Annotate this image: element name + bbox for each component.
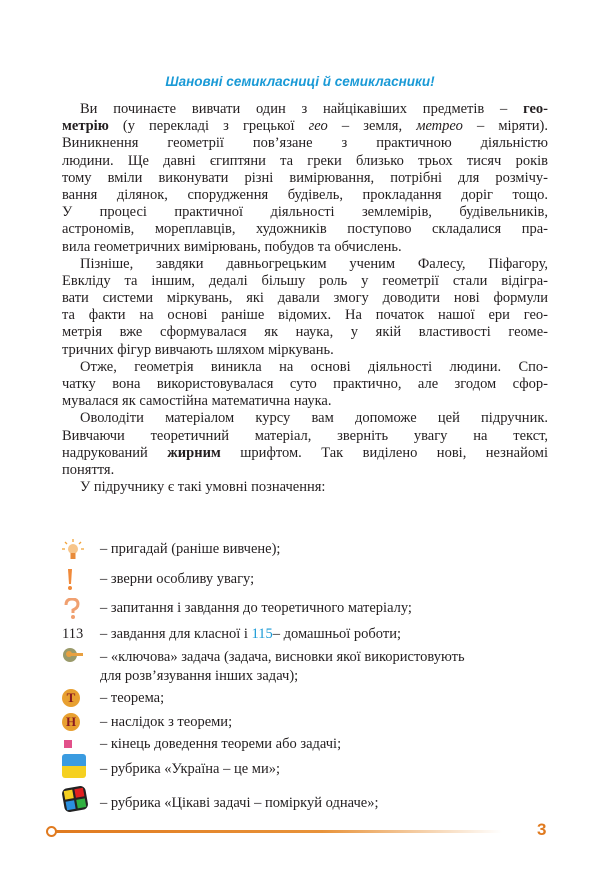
text-span: Ви починаєте вивчати один з найцікавіших предметів –	[80, 101, 524, 117]
legend-text: – наслідок з теореми;	[100, 714, 233, 730]
bold-term: жирним	[167, 444, 221, 461]
theorem-icon: Т	[62, 689, 80, 707]
key-icon	[62, 647, 84, 669]
text-line: та факти на основі раніше відомих. На початок нашої ери гео-	[62, 307, 548, 324]
text-line: Виникнення геометрії пов’язане з практичною діяльністю	[62, 135, 548, 152]
legend-item-questions	[62, 598, 552, 622]
text-line: У процесі практичної діяльності землемірів, будівельників,	[62, 204, 548, 221]
text-line: Пізніше, завдяки давньогрецьким ученим Фалесу, Піфагору,	[80, 255, 548, 272]
legend-item-end-proof	[62, 734, 552, 758]
text-line: астрономів, мореплавців, художників поступово складалися пра-	[62, 221, 548, 238]
ukraine-flag-icon	[62, 754, 86, 778]
legend-item-ukraine	[62, 759, 552, 783]
legend-text	[100, 624, 401, 644]
legend-text: – рубрика «Україна – це ми»;	[100, 761, 280, 777]
text-line: Отже, геометрія виникла на основі діяльності людини. Спо-	[80, 358, 548, 375]
exclamation-icon	[62, 569, 84, 591]
text-line: метрія вже сформувалася як наука, у якій властивості геоме-	[62, 324, 548, 341]
legend-intro: У підручнику є такі умовні позначення:	[80, 479, 326, 496]
legend-item-exercises	[62, 624, 552, 648]
legend-item-puzzles	[62, 793, 552, 817]
bold-term: метрію	[62, 118, 109, 135]
footer-rule	[52, 830, 502, 833]
question-mark-icon	[62, 598, 84, 620]
text-line: вання ділянок, спорудження будівель, прокладання доріг тощо.	[62, 186, 548, 203]
italic-term: гео	[308, 118, 328, 135]
body-text	[62, 101, 548, 496]
text-span: – домашньої роботи;	[272, 626, 401, 642]
legend-text: – запитання і завдання до теоретичного матеріалу;	[100, 600, 412, 616]
text-span: шрифтом. Так виділено нові, незнайомі	[220, 444, 549, 461]
text-line	[62, 118, 548, 135]
text-line: Оволодіти матеріалом курсу вам допоможе цей підручник.	[80, 410, 548, 427]
page-title: Шановні семикласниці й семикласники!	[165, 74, 435, 89]
lightbulb-icon	[62, 539, 84, 561]
footer-rule-dot	[46, 826, 57, 837]
home-exercise-number: 115	[251, 626, 273, 642]
text-line	[62, 101, 548, 118]
legend-text: – пригадай (раніше вивчене);	[100, 541, 281, 557]
text-span: (у перекладі з грецької	[108, 118, 309, 135]
text-span: – завдання для класної і	[100, 626, 252, 642]
text-span: – міряти).	[462, 118, 549, 135]
page-number: 3	[537, 820, 547, 839]
legend-text: – теорема;	[100, 690, 165, 706]
bold-term: гео-	[523, 101, 548, 117]
text-line: Вивчаючи теоретичний матеріал, зверніть увагу на текст,	[62, 427, 548, 444]
corollary-icon: Н	[62, 713, 80, 731]
legend-text: – рубрика «Цікаві задачі – поміркуй одначе»;	[100, 795, 379, 811]
text-line: поняття.	[62, 461, 115, 478]
legend-text: – кінець доведення теореми або задачі;	[100, 736, 342, 752]
text-line: вати системи міркувань, які давали змогу доводити нові формули	[62, 290, 548, 307]
text-line: мувалася як самостійна математична наука.	[62, 393, 332, 410]
legend-text: – «ключова» задача (задача, висновки якої використовують	[100, 649, 465, 665]
legend-item-key-problem	[62, 647, 552, 691]
text-line: вила геометричних вимірювань, побудов та обчислень.	[62, 238, 402, 255]
text-line: людини. Ще давні єгиптяни та греки близько трьох тисяч років	[62, 152, 548, 169]
text-line: тричних фігур вивчають шляхом міркувань.	[62, 341, 334, 358]
text-line	[62, 445, 548, 462]
italic-term: метрео	[416, 118, 463, 135]
puzzle-cube-icon	[62, 786, 88, 812]
legend-text: для розв’язування інших задач);	[100, 668, 299, 684]
legend-item-remember	[62, 539, 552, 563]
text-line: тому вміли виконувати різні вимірювання, потрібні для розмічу-	[62, 169, 548, 186]
text-span: надрукований	[62, 444, 168, 461]
end-of-proof-square-icon	[64, 740, 72, 748]
text-line: Евкліду та іншим, дедалі більшу роль у геометрії стали відігра-	[62, 272, 548, 289]
text-line: чатку вона використовувалася суто практично, але згодом сфор-	[62, 376, 548, 392]
class-exercise-number: 113	[62, 626, 84, 642]
text-span: – земля,	[327, 118, 417, 135]
legend-item-corollary	[62, 712, 552, 736]
legend-text: – зверни особливу увагу;	[100, 571, 255, 587]
legend-item-theorem	[62, 688, 552, 712]
legend-item-attention	[62, 569, 552, 593]
